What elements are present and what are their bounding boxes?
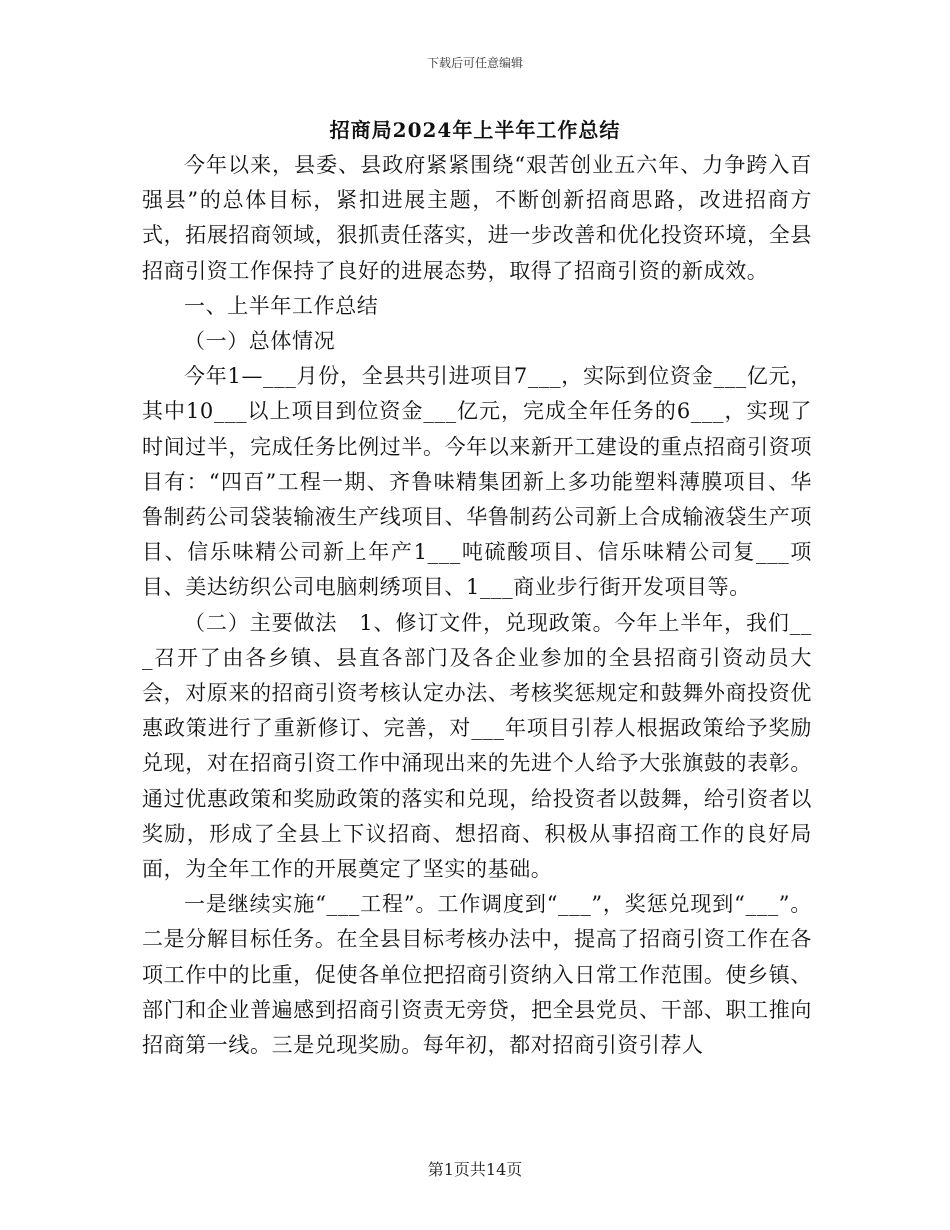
paragraph-overview: 今年1—___月份，全县共引进项目7___，实际到位资金___亿元，其中10___以上项目到位资金___亿元，完成全年任务的6___，实现了时间过半，完成任务比例过半。今年以来新开工建设的重点招商引资项目有：“四百”工程一期、齐鲁味精集团新上多功能塑料薄膜项目、华鲁制药公司袋装输液生产线项目、华鲁制药公司新上合成输液袋生产项目、信乐味精公司新上年产1___吨硫酸项目、信乐味精公司复___项目、美达纺织公司电脑刺绣项目、1___商业步行街开发项目等。 — [142, 364, 812, 600]
document-title: 招商局2024年上半年工作总结 — [329, 118, 621, 142]
paragraph-main-practices: （二）主要做法 1、修订文件，兑现政策。今年上半年，我们___召开了由各乡镇、县直各部门及各企业参加的全县招商引资动员大会，对原来的招商引资考核认定办法、考核奖惩规定和鼓舞外商投资优惠政策进行了重新修订、完善，对___年项目引荐人根据政策给予奖励兑现，对在招商引资工作中涌现出来的先进个人给予大张旗鼓的表彰。通过优惠政策和奖励政策的落实和兑现，给投资者以鼓舞，给引资者以奖励，形成了全县上下议招商、想招商、积极从事招商工作的良好局面，为全年工作的开展奠定了坚实的基础。 — [142, 610, 812, 882]
paragraph-measures: 一是继续实施“___工程”。工作调度到“___”，奖惩兑现到“___”。二是分解目标任务。在全县目标考核办法中，提高了招商引资工作在各项工作中的比重，促使各单位把招商引资纳入日常工作范围。使乡镇、部门和企业普遍感到招商引资责无旁贷，把全县党员、干部、职工推向招商第一线。三是兑现奖励。每年初，都对招商引资引荐人 — [142, 892, 812, 1058]
subsection-heading-overview: （一）总体情况 — [184, 329, 336, 354]
page-header-note: 下载后可任意编辑 — [426, 56, 523, 70]
document-body — [142, 148, 812, 1063]
section-heading-1: 一、上半年工作总结 — [184, 293, 379, 318]
paragraph-intro: 今年以来，县委、县政府紧紧围绕“艰苦创业五六年、力争跨入百强县”的总体目标，紧扣进展主题，不断创新招商思路，改进招商方式，拓展招商领域，狠抓责任落实，进一步改善和优化投资环境，全县招商引资工作保持了良好的进展态势，取得了招商引资的新成效。 — [142, 153, 812, 283]
page-number-footer: 第1页共14页 — [427, 1160, 523, 1179]
